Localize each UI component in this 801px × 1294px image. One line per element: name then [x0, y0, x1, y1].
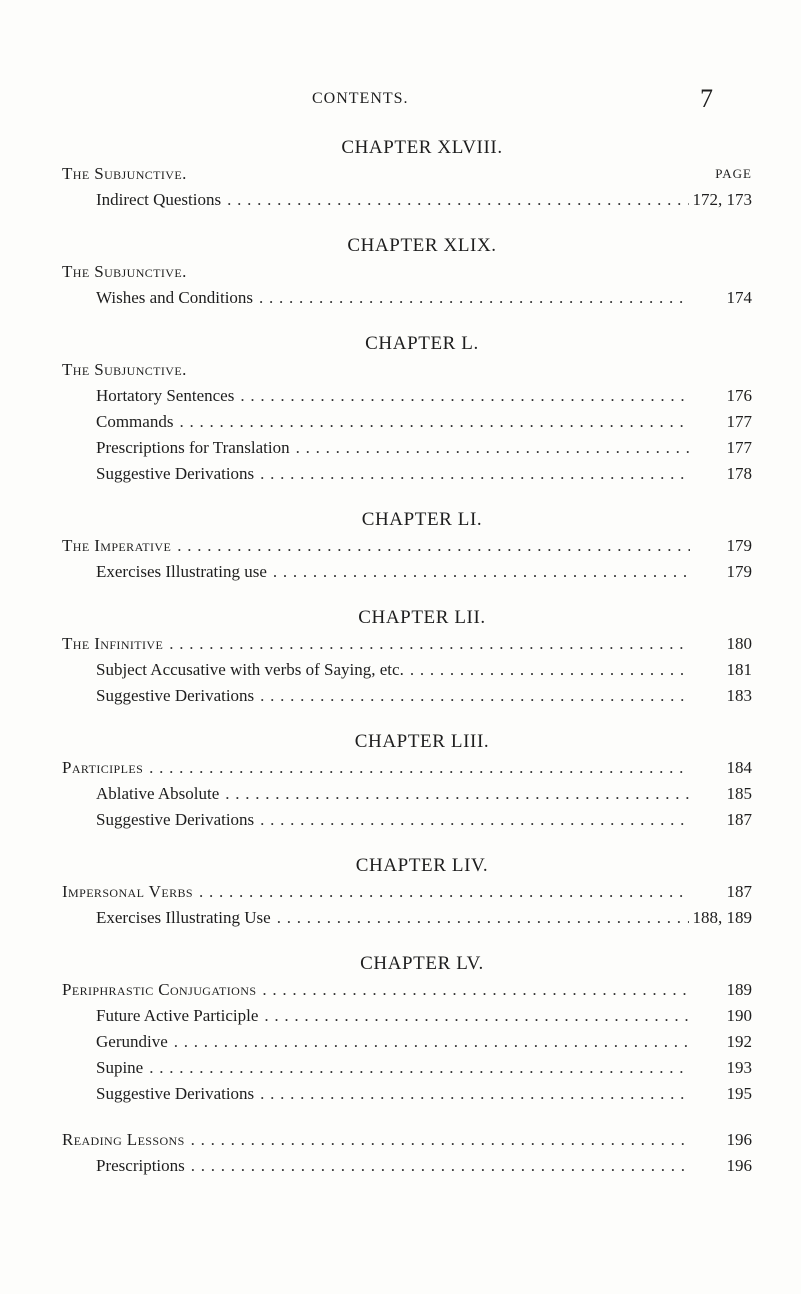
toc-entry — [62, 657, 752, 683]
toc-entry — [62, 683, 752, 709]
heading-page: 180 — [726, 634, 752, 653]
entry-page: 176 — [726, 386, 752, 405]
chapter-52 — [62, 605, 752, 709]
chapter-title: CHAPTER LII. — [358, 607, 486, 628]
entry-label: Prescriptions for Translation — [96, 438, 290, 457]
dot-leader — [185, 1153, 690, 1179]
entry-page: 187 — [726, 810, 752, 829]
chapter-title: CHAPTER L. — [365, 333, 479, 354]
entry-page: 193 — [726, 1058, 752, 1077]
dot-leader — [185, 1127, 690, 1153]
entry-label: Commands — [96, 412, 174, 431]
entry-label: Suggestive Derivations — [96, 810, 255, 829]
dot-leader — [171, 533, 690, 559]
page-number: 7 — [700, 84, 713, 113]
chapter-heading — [62, 755, 752, 781]
chapter-51 — [62, 507, 752, 585]
section-heading — [62, 1127, 752, 1153]
toc-entry — [62, 461, 752, 487]
entry-page: 179 — [726, 562, 752, 581]
chapter-heading — [62, 631, 752, 657]
chapter-heading — [62, 259, 752, 285]
heading-page: 187 — [726, 882, 752, 901]
chapter-title: CHAPTER LI. — [361, 509, 483, 530]
table-of-contents — [62, 135, 752, 1179]
entry-page: 183 — [726, 686, 752, 705]
dot-leader — [256, 977, 690, 1003]
chapter-54 — [62, 853, 752, 931]
dot-leader — [173, 409, 690, 435]
entry-page: 185 — [726, 784, 752, 803]
heading-label: Reading Lessons — [62, 1130, 185, 1149]
dot-leader — [254, 461, 690, 487]
heading-label: The Subjunctive. — [62, 360, 187, 379]
dot-leader — [221, 187, 688, 213]
running-head: CONTENTS. — [312, 90, 409, 107]
dot-leader — [168, 1029, 690, 1055]
heading-label: The Subjunctive. — [62, 164, 187, 183]
toc-entry — [62, 905, 752, 931]
chapter-heading — [62, 533, 752, 559]
entry-page: 192 — [726, 1032, 752, 1051]
chapter-title: CHAPTER XLVIII. — [341, 137, 503, 158]
entry-label: Future Active Participle — [96, 1006, 259, 1025]
dot-leader — [254, 807, 690, 833]
heading-label: Participles — [62, 758, 144, 777]
dot-leader — [267, 559, 690, 585]
chapter-55 — [62, 951, 752, 1107]
dot-leader — [219, 781, 690, 807]
dot-leader — [404, 657, 690, 683]
chapter-title: CHAPTER LIV. — [355, 855, 489, 876]
chapter-heading — [62, 879, 752, 905]
dot-leader — [254, 683, 690, 709]
dot-leader — [258, 1003, 690, 1029]
page-header — [0, 86, 801, 112]
chapter-title: CHAPTER LIII. — [354, 731, 490, 752]
entry-label: Subject Accusative with verbs of Saying, etc. — [96, 660, 404, 679]
entry-page: 177 — [726, 438, 752, 457]
dot-leader — [253, 285, 690, 311]
entry-label: Prescriptions — [96, 1156, 185, 1175]
chapter-title: CHAPTER XLIX. — [347, 235, 497, 256]
chapter-50 — [62, 331, 752, 487]
toc-entry — [62, 187, 752, 213]
dot-leader — [163, 631, 690, 657]
entry-label: Gerundive — [96, 1032, 168, 1051]
entry-label: Exercises Illustrating use — [96, 562, 267, 581]
chapter-heading — [62, 977, 752, 1003]
entry-page: 195 — [726, 1084, 752, 1103]
entry-page: 172, 173 — [692, 190, 752, 209]
dot-leader — [193, 879, 690, 905]
heading-label: The Imperative — [62, 536, 172, 555]
toc-entry — [62, 807, 752, 833]
toc-entry — [62, 285, 752, 311]
reading-lessons-section — [62, 1127, 752, 1179]
toc-entry — [62, 1055, 752, 1081]
entry-page: 174 — [726, 288, 752, 307]
entry-label: Suggestive Derivations — [96, 464, 255, 483]
dot-leader — [254, 1081, 690, 1107]
toc-entry — [62, 559, 752, 585]
toc-entry — [62, 1029, 752, 1055]
entry-page: 188, 189 — [692, 908, 752, 927]
dot-leader — [271, 905, 689, 931]
chapter-49 — [62, 233, 752, 311]
page-column-label: PAGE — [715, 166, 752, 181]
entry-page: 177 — [726, 412, 752, 431]
dot-leader — [143, 755, 690, 781]
toc-entry — [62, 1003, 752, 1029]
entry-label: Ablative Absolute — [96, 784, 220, 803]
heading-label: Impersonal Verbs — [62, 882, 193, 901]
entry-label: Hortatory Sentences — [96, 386, 235, 405]
entry-page: 178 — [726, 464, 752, 483]
entry-label: Wishes and Conditions — [96, 288, 254, 307]
heading-page: 184 — [726, 758, 752, 777]
heading-label: The Subjunctive. — [62, 262, 187, 281]
toc-entry — [62, 409, 752, 435]
heading-page: 179 — [726, 536, 752, 555]
dot-leader — [143, 1055, 690, 1081]
toc-entry — [62, 435, 752, 461]
entry-label: Supine — [96, 1058, 144, 1077]
chapter-48 — [62, 135, 752, 213]
entry-page: 181 — [726, 660, 752, 679]
entry-page: 196 — [726, 1156, 752, 1175]
heading-page: 196 — [726, 1130, 752, 1149]
entry-label: Indirect Questions — [96, 190, 222, 209]
chapter-heading — [62, 161, 752, 187]
toc-entry — [62, 383, 752, 409]
toc-entry — [62, 1153, 752, 1179]
toc-entry — [62, 781, 752, 807]
dot-leader — [290, 435, 690, 461]
chapter-title: CHAPTER LV. — [360, 953, 484, 974]
chapter-heading — [62, 357, 752, 383]
entry-label: Suggestive Derivations — [96, 1084, 255, 1103]
entry-page: 190 — [726, 1006, 752, 1025]
entry-label: Exercises Illustrating Use — [96, 908, 271, 927]
heading-label: The Infinitive — [62, 634, 164, 653]
dot-leader — [234, 383, 690, 409]
heading-label: Periphrastic Conjugations — [62, 980, 257, 999]
entry-label: Suggestive Derivations — [96, 686, 255, 705]
heading-page: 189 — [726, 980, 752, 999]
chapter-53 — [62, 729, 752, 833]
toc-entry — [62, 1081, 752, 1107]
